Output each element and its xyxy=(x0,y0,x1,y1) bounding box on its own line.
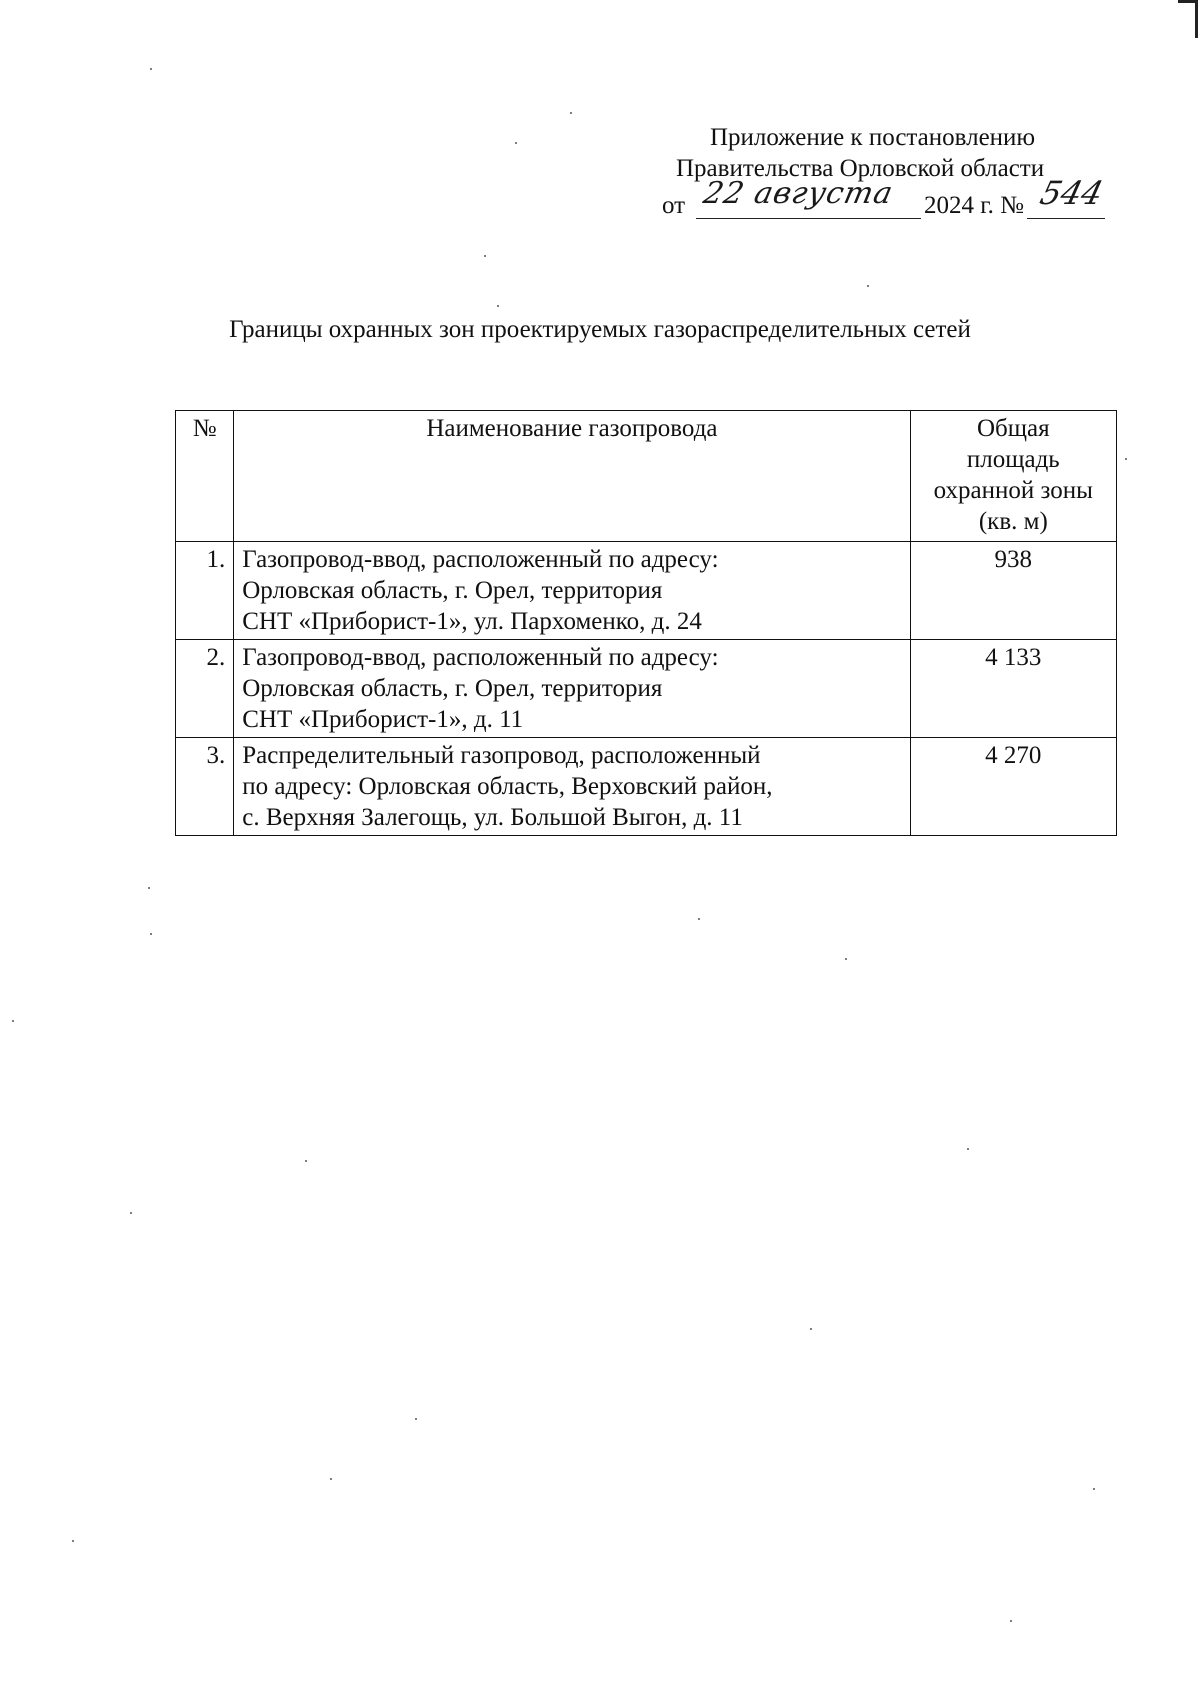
zone-area: 938 xyxy=(910,542,1116,640)
scan-speck xyxy=(330,1478,332,1480)
header-pipeline-name: Наименование газопровода xyxy=(234,411,910,542)
table-row xyxy=(176,542,1117,640)
table-row xyxy=(176,640,1117,738)
date-prefix: от xyxy=(662,192,686,219)
scan-speck xyxy=(1010,1620,1012,1622)
header-area-line: Общая xyxy=(976,415,1050,442)
scan-speck xyxy=(698,918,700,920)
scan-speck xyxy=(1125,458,1127,460)
scan-speck xyxy=(415,1418,417,1420)
row-number: 1. xyxy=(176,542,234,640)
header-area-line: охранной зоны xyxy=(933,477,1093,504)
scan-speck xyxy=(845,958,847,960)
pipeline-name-line: по адресу: Орловская область, Верховский район, xyxy=(242,773,773,800)
scan-speck xyxy=(570,112,572,114)
scan-speck xyxy=(150,68,152,70)
zone-area: 4 270 xyxy=(910,738,1116,836)
pipeline-name xyxy=(234,542,910,640)
zone-area: 4 133 xyxy=(910,640,1116,738)
pipeline-name-line: Орловская область, г. Орел, территория xyxy=(242,675,663,702)
scan-edge-mark xyxy=(1178,0,1198,3)
protection-zones-table xyxy=(175,410,1117,836)
scan-speck xyxy=(1093,1488,1095,1490)
document-title: Границы охранных зон проектируемых газораспределительных сетей xyxy=(229,316,971,343)
scan-speck xyxy=(72,1540,74,1542)
scan-speck xyxy=(484,255,486,257)
header-number: № xyxy=(176,411,234,542)
handwritten-date: 22 августа xyxy=(700,176,897,211)
pipeline-name-line: Распределительный газопровод, расположенный xyxy=(242,742,761,769)
appendix-line-1: Приложение к постановлению xyxy=(710,124,1036,151)
handwritten-number: 544 xyxy=(1036,174,1107,212)
scan-speck xyxy=(150,933,152,935)
row-number: 3. xyxy=(176,738,234,836)
header-area-line: площадь xyxy=(966,446,1060,473)
scan-speck xyxy=(148,887,150,889)
pipeline-name-line: с. Верхняя Залегощь, ул. Большой Выгон, д. 11 xyxy=(242,804,743,831)
appendix-line-2: Правительства Орловской области xyxy=(676,155,1045,182)
scan-speck xyxy=(305,1160,307,1162)
scan-speck xyxy=(515,142,517,144)
row-number: 2. xyxy=(176,640,234,738)
pipeline-name xyxy=(234,640,910,738)
pipeline-name-line: Газопровод-ввод, расположенный по адресу: xyxy=(242,546,719,573)
table-header-row xyxy=(176,411,1117,542)
scan-speck xyxy=(130,1212,132,1214)
header-total-area xyxy=(910,411,1116,542)
scan-speck xyxy=(867,285,869,287)
date-field xyxy=(696,176,921,219)
scan-speck xyxy=(497,305,499,307)
scan-speck xyxy=(810,1328,812,1330)
number-field xyxy=(1027,174,1107,219)
scan-speck xyxy=(967,1148,969,1150)
pipeline-name-line: Газопровод-ввод, расположенный по адресу: xyxy=(242,644,719,671)
scan-speck xyxy=(12,1020,14,1022)
table-row xyxy=(176,738,1117,836)
pipeline-name-line: Орловская область, г. Орел, территория xyxy=(242,577,663,604)
pipeline-name-line: СНТ «Приборист-1», ул. Пархоменко, д. 24 xyxy=(242,608,702,635)
pipeline-name xyxy=(234,738,910,836)
scan-edge-mark xyxy=(1195,0,1198,38)
appendix-date-line xyxy=(662,174,1107,224)
pipeline-name-line: СНТ «Приборист-1», д. 11 xyxy=(242,706,524,733)
year-and-number-label: 2024 г. № xyxy=(924,192,1025,219)
header-area-line: (кв. м) xyxy=(978,508,1048,535)
